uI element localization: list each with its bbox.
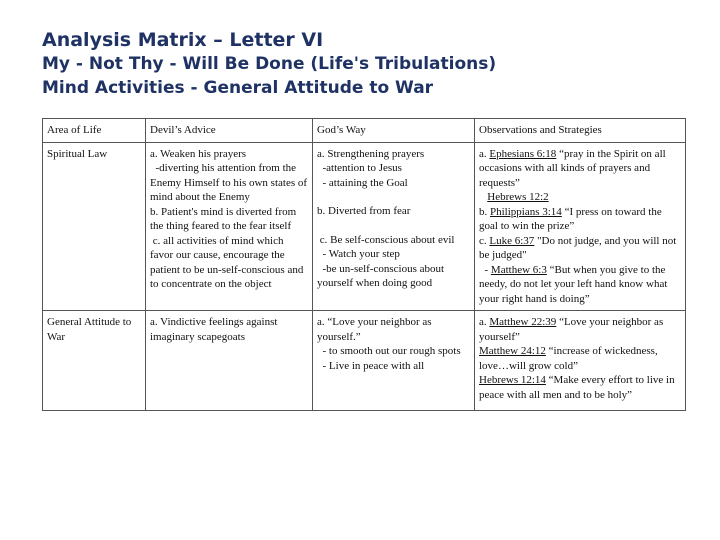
scripture-reference: Matthew 22:39: [489, 316, 557, 328]
observation-line: [479, 190, 681, 205]
scripture-reference: Hebrews 12:2: [487, 191, 549, 203]
god-line: - Live in peace with all: [317, 359, 425, 372]
observation-line: a. Ephesians 6:18 “pray in the Spirit on all occasions with all kinds of prayers and requests”: [479, 147, 669, 189]
table-row: [43, 311, 686, 411]
title-block: [42, 28, 702, 100]
observation-line: a. Matthew 22:39 “Love your neighbor as yourself”: [479, 316, 666, 343]
scripture-reference: Ephesians 6:18: [489, 147, 557, 160]
god-line: - to smooth out our rough spots: [317, 345, 461, 357]
column-header-observations: Observations and Strategies: [475, 119, 686, 143]
page-subtitle-1: My - Not Thy - Will Be Done (Life's Tribulations): [42, 54, 497, 74]
god-line: a. Strengthening prayers: [317, 147, 425, 160]
scripture-reference: Philippians 3:14: [490, 205, 562, 218]
god-line: b. Diverted from fear: [317, 205, 411, 217]
column-header-area: Area of Life: [43, 119, 146, 143]
scripture-reference: Matthew 24:12: [479, 345, 546, 357]
column-header-god: God’s Way: [313, 119, 475, 143]
table-header-row: [43, 119, 686, 143]
cell-observations: [475, 311, 686, 411]
devil-line: a. Weaken his prayers: [150, 147, 247, 160]
god-line: - attaining the Goal: [317, 176, 408, 189]
scripture-reference: Luke 6:37: [489, 234, 535, 247]
observation-line: - Matthew 6:3 “But when you give to the needy, do not let your left hand know what your right hand is doing”: [479, 263, 671, 305]
devil-line: b. Patient's mind is diverted from the thing feared to the fear itself: [150, 205, 299, 232]
column-header-devil: Devil’s Advice: [146, 119, 313, 143]
god-line: - Watch your step: [317, 248, 400, 260]
cell-observations: [475, 142, 686, 311]
table-row: [43, 142, 686, 311]
devil-line: c. all activities of mind which favor our cause, encourage the patient to be un-self-conscious and to concentrate on the object: [150, 234, 307, 290]
observation-line: Matthew 24:12 “increase of wickedness, love…will grow cold”: [479, 345, 661, 372]
god-line: -be un-self-conscious about yourself when doing good: [317, 262, 447, 289]
page-title: Analysis Matrix – Letter VI: [42, 29, 324, 51]
cell-god: [313, 142, 475, 311]
devil-line: -diverting his attention from the Enemy Himself to his own states of mind about the Enemy: [150, 162, 310, 203]
cell-area: Spiritual Law: [43, 142, 146, 311]
observation-line: Hebrews 12:14 “Make every effort to live in peace with all men and to be holy”: [479, 374, 678, 401]
god-line: a. “Love your neighbor as yourself.”: [317, 316, 435, 343]
cell-devil: [146, 142, 313, 311]
analysis-matrix-table: [42, 118, 686, 411]
god-line: -attention to Jesus: [317, 162, 402, 174]
scripture-reference: Hebrews 12:14: [479, 374, 546, 386]
cell-god: [313, 311, 475, 411]
god-line: c. Be self-conscious about evil: [317, 233, 455, 246]
scripture-reference: Matthew 6:3: [490, 263, 547, 276]
observation-line: b. Philippians 3:14 “I press on toward the goal to win the prize”: [479, 205, 665, 232]
observation-line: c. Luke 6:37 "Do not judge, and you will not be judged": [479, 234, 680, 261]
page-subtitle-2: Mind Activities - General Attitude to War: [42, 78, 434, 98]
cell-area: General Attitude to War: [43, 311, 146, 411]
cell-devil: a. Vindictive feelings against imaginary scapegoats: [146, 311, 313, 411]
